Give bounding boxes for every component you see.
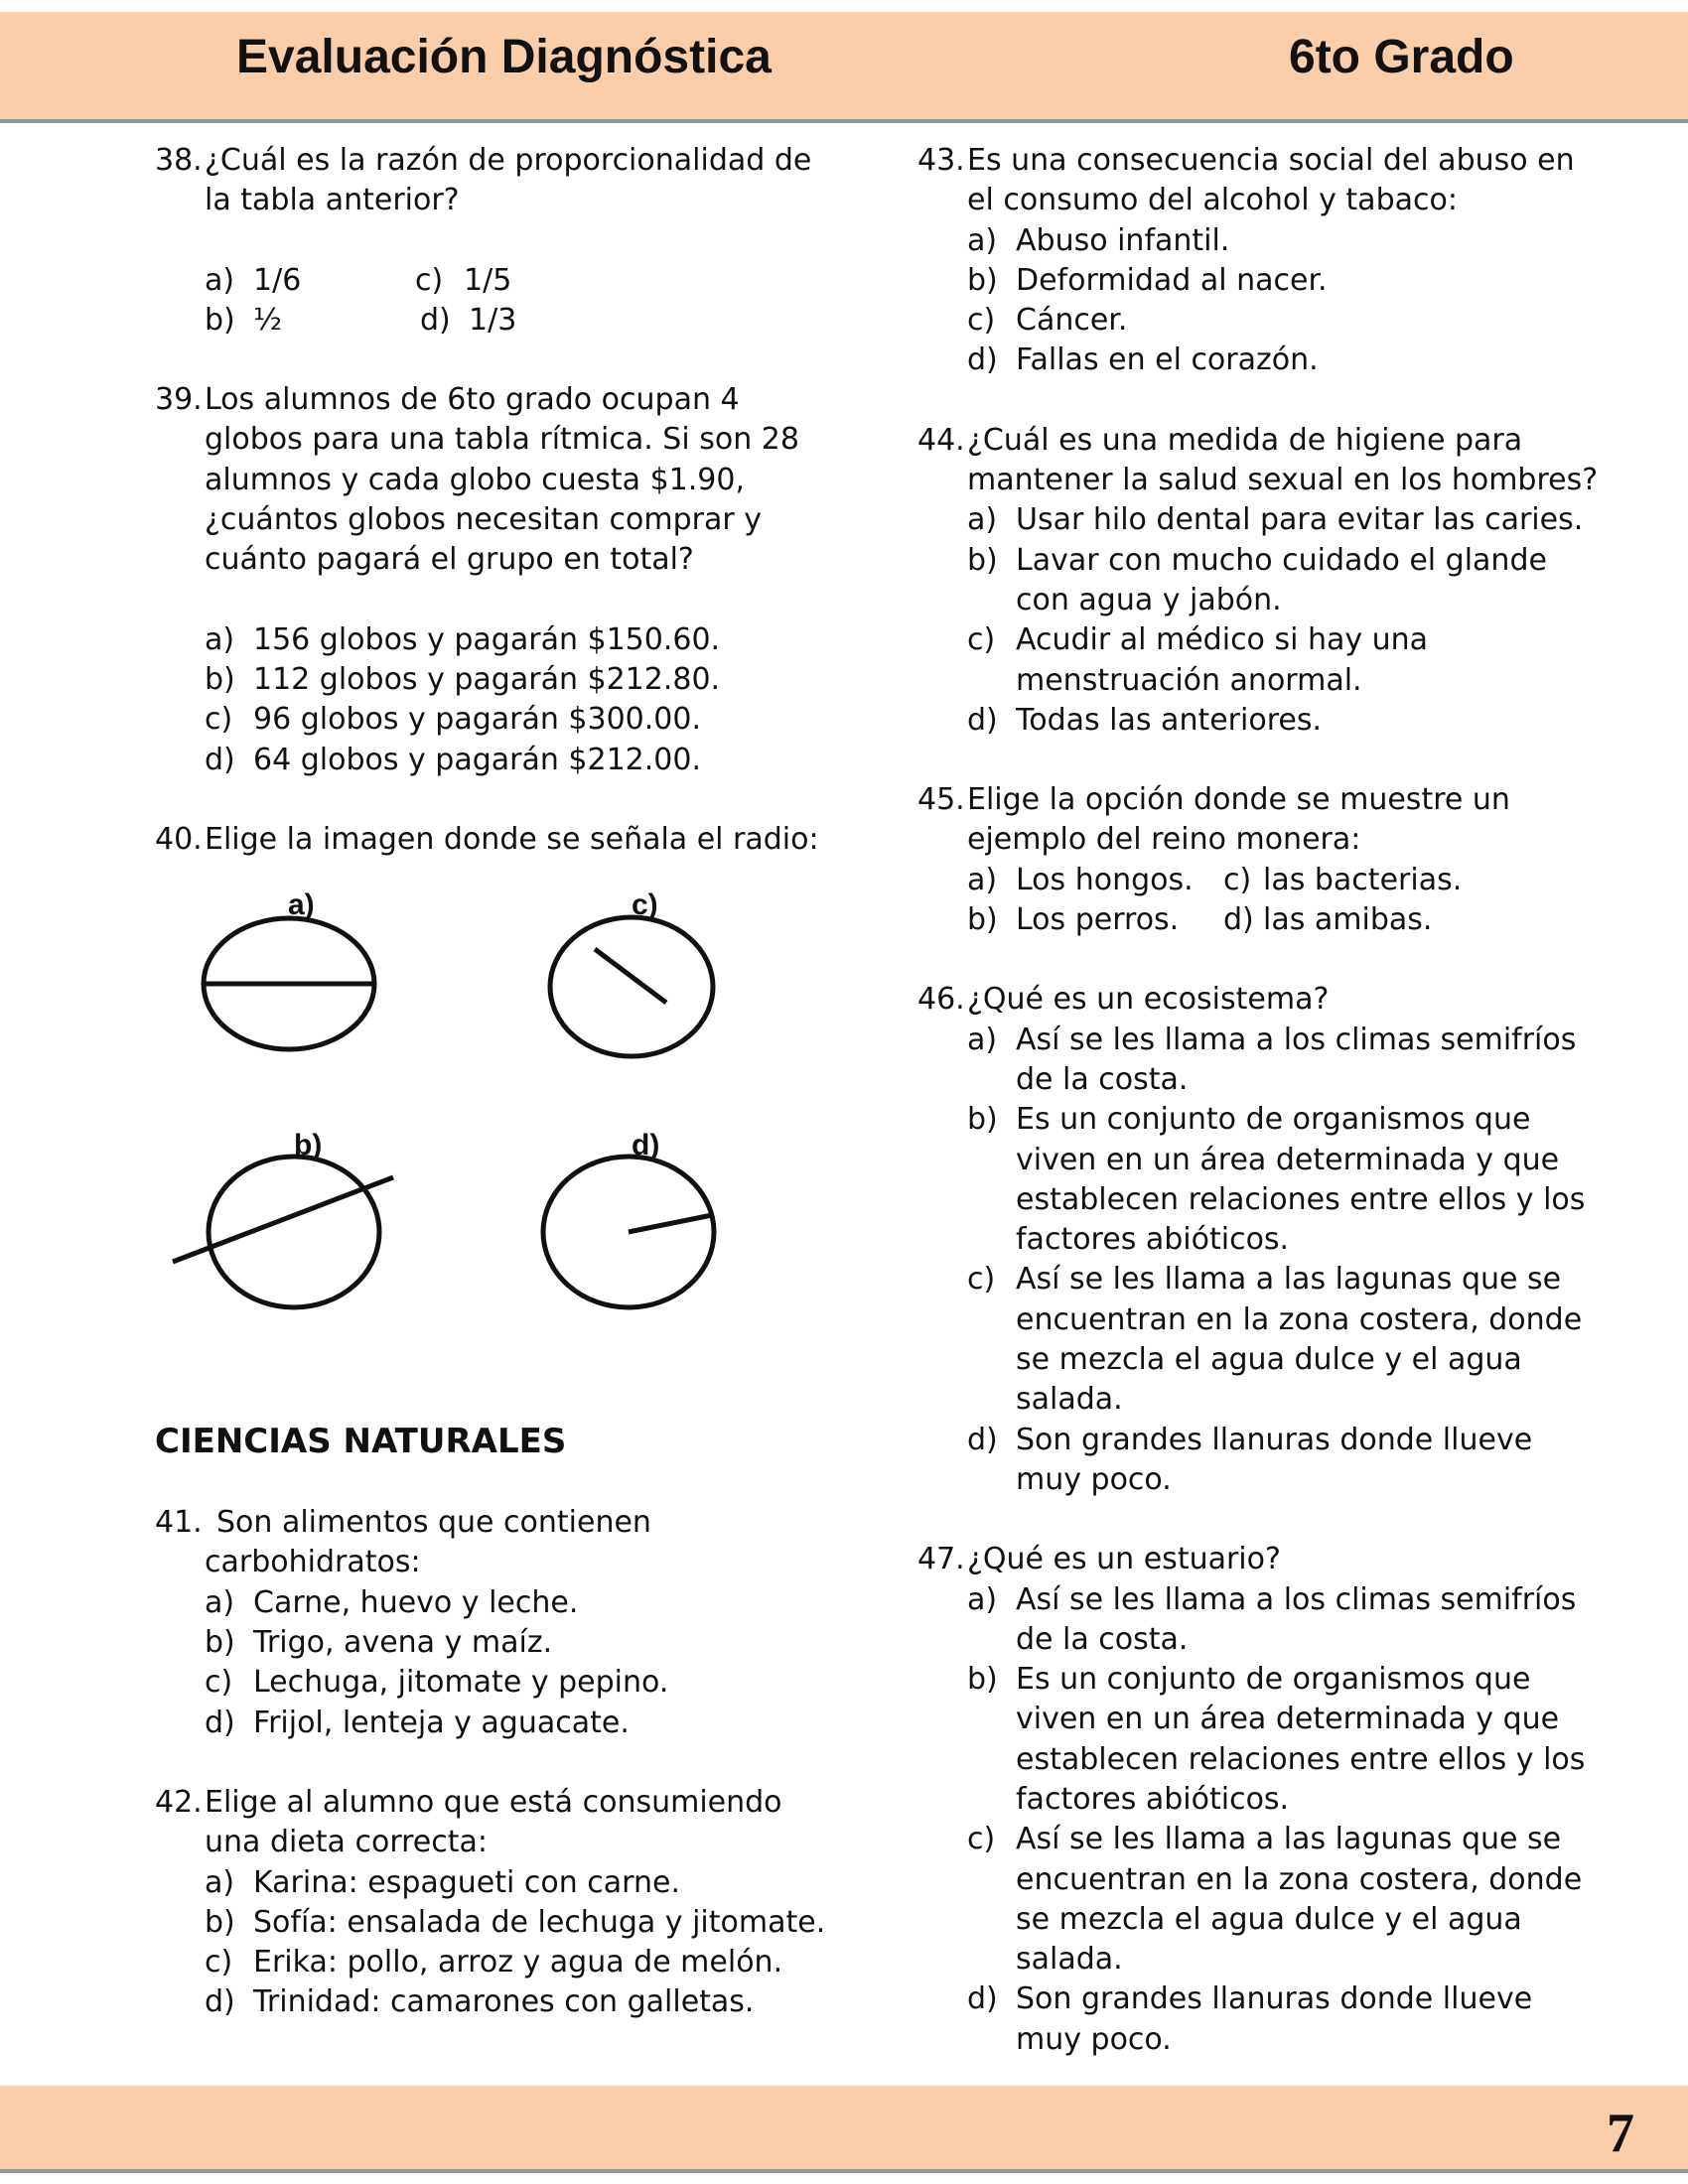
option-letter: c)	[205, 702, 233, 738]
question-45	[917, 780, 1613, 940]
stem-line: ¿Qué es un ecosistema?	[967, 982, 1330, 1018]
option-text: las amibas.	[1263, 902, 1433, 938]
question-stem	[155, 820, 850, 860]
option-d	[415, 301, 850, 341]
section-title: CIENCIAS NATURALES	[155, 1422, 567, 1462]
option-letter: d)	[1223, 902, 1254, 938]
stem-line: Elige la imagen donde se señala el radio:	[205, 821, 819, 857]
option-text: salada.	[1016, 1942, 1123, 1978]
question-stem	[155, 1783, 850, 1863]
option-text: 1/5	[464, 262, 512, 298]
option-text: de la costa.	[1016, 1621, 1189, 1657]
stem-line: Son alimentos que contienen	[216, 1505, 651, 1541]
question-stem	[917, 780, 1613, 861]
option-text: Es un conjunto de organismos que	[1016, 1662, 1531, 1698]
question-stem	[155, 380, 850, 580]
option-text: Abuso infantil.	[1016, 222, 1230, 258]
option-text: factores abióticos.	[1016, 1781, 1290, 1817]
circle-b	[209, 1157, 379, 1307]
question-number: 47.	[917, 1542, 965, 1577]
question-number: 39.	[155, 382, 203, 418]
option-text: Trigo, avena y maíz.	[253, 1625, 553, 1661]
option-text: Karina: espagueti con carne.	[253, 1864, 680, 1900]
option-text: ½	[253, 302, 283, 338]
option-a	[967, 861, 1223, 900]
question-40	[155, 820, 850, 1386]
option-letter: a)	[205, 621, 235, 657]
right-column	[917, 141, 1613, 2060]
figure-label-b: b)	[294, 1129, 323, 1162]
option-text: Lavar con mucho cuidado el glande	[1016, 542, 1547, 578]
option-text: Es un conjunto de organismos que	[1016, 1102, 1531, 1138]
option-b	[967, 261, 1613, 301]
option-a	[967, 221, 1613, 261]
option-c	[967, 620, 1613, 701]
option-text: encuentran en la zona costera, donde	[1016, 1861, 1583, 1897]
question-stem	[917, 980, 1613, 1020]
option-a	[205, 1583, 850, 1623]
option-letter: d)	[205, 1705, 235, 1740]
stem-line: Es una consecuencia social del abuso en	[967, 143, 1575, 178]
option-text: Frijol, lenteja y aguacate.	[253, 1705, 630, 1740]
stem-line: carbohidratos:	[205, 1545, 421, 1580]
option-text: 64 globos y pagarán $212.00.	[253, 742, 702, 777]
option-letter: a)	[967, 862, 998, 897]
option-letter: a)	[967, 1022, 998, 1057]
question-stem	[917, 141, 1613, 221]
option-text: Deformidad al nacer.	[1016, 262, 1328, 298]
question-stem	[155, 141, 850, 221]
question-stem	[917, 421, 1613, 501]
option-a	[205, 261, 415, 301]
option-d	[967, 1421, 1613, 1501]
option-letter: a)	[205, 1584, 235, 1620]
option-letter: c)	[967, 1822, 996, 1857]
option-c	[967, 301, 1613, 341]
option-letter: c)	[967, 1262, 996, 1297]
question-number: 44.	[917, 422, 965, 458]
option-b	[205, 1903, 850, 1943]
option-text: Cáncer.	[1016, 303, 1128, 339]
option-text: de la costa.	[1016, 1061, 1189, 1097]
option-d	[967, 341, 1613, 380]
option-text: 112 globos y pagarán $212.80.	[253, 661, 721, 697]
option-text: 96 globos y pagarán $300.00.	[253, 702, 702, 738]
question-44	[917, 421, 1613, 741]
option-c	[1223, 861, 1613, 900]
option-d	[205, 741, 850, 780]
stem-line: una dieta correcta:	[205, 1825, 488, 1860]
option-a	[205, 1863, 850, 1903]
option-letter: a)	[205, 1864, 235, 1900]
option-text: Trinidad: camarones con galletas.	[253, 1984, 755, 2020]
stem-line: Los alumnos de 6to grado ocupan 4	[205, 382, 740, 418]
stem-line: cuánto pagará el grupo en total?	[205, 542, 694, 578]
option-letter: d)	[967, 342, 998, 378]
option-text: Usar hilo dental para evitar las caries.	[1016, 502, 1584, 538]
question-stem	[155, 1503, 850, 1583]
question-39	[155, 380, 850, 780]
option-letter: d)	[967, 1981, 998, 2017]
figure-label-c: c)	[632, 888, 658, 922]
stem-line: la tabla anterior?	[205, 183, 460, 218]
option-a	[967, 1021, 1613, 1101]
option-text: Así se les llama a las lagunas que se	[1016, 1822, 1562, 1857]
option-b	[967, 1660, 1613, 1820]
option-letter: c)	[205, 1665, 233, 1701]
option-text: viven en un área determinada y que	[1016, 1142, 1560, 1177]
option-letter: c)	[415, 262, 444, 298]
option-text: muy poco.	[1016, 2021, 1172, 2057]
option-text: Erika: pollo, arroz y agua de melón.	[253, 1945, 783, 1980]
option-text: menstruación anormal.	[1016, 662, 1362, 698]
option-letter: d)	[420, 302, 451, 338]
option-text: Sofía: ensalada de lechuga y jitomate.	[253, 1904, 826, 1940]
question-number: 45.	[917, 782, 965, 818]
option-text: Los perros.	[1016, 902, 1180, 938]
option-text: Lechuga, jitomate y pepino.	[253, 1665, 669, 1701]
option-c	[415, 261, 850, 301]
option-letter: d)	[967, 702, 998, 738]
stem-line: Elige la opción donde se muestre un	[967, 782, 1510, 818]
option-text: Así se les llama a los climas semifríos	[1016, 1581, 1577, 1617]
page-number: 7	[1607, 2103, 1634, 2164]
option-letter: b)	[967, 542, 998, 578]
option-b	[205, 1623, 850, 1663]
option-a	[205, 620, 850, 660]
option-text: se mezcla el agua dulce y el agua	[1016, 1342, 1522, 1378]
option-letter: d)	[967, 1422, 998, 1457]
option-b	[205, 301, 415, 341]
option-b	[967, 541, 1613, 621]
option-text: establecen relaciones entre ellos y los	[1016, 1181, 1586, 1217]
option-text: las bacterias.	[1263, 862, 1463, 897]
option-text: establecen relaciones entre ellos y los	[1016, 1741, 1586, 1777]
chord-line-c	[595, 949, 666, 1003]
option-letter: b)	[205, 302, 235, 338]
option-c	[205, 1663, 850, 1703]
option-letter: d)	[205, 1984, 235, 2020]
option-letter: b)	[205, 661, 235, 697]
option-text: 156 globos y pagarán $150.60.	[253, 621, 721, 657]
option-text: se mezcla el agua dulce y el agua	[1016, 1901, 1522, 1937]
option-b	[967, 900, 1223, 940]
stem-line: el consumo del alcohol y tabaco:	[967, 183, 1458, 218]
question-number: 43.	[917, 143, 965, 178]
option-text: muy poco.	[1016, 1461, 1172, 1497]
question-stem	[917, 1540, 1613, 1579]
left-column	[155, 141, 850, 2023]
page-header	[0, 12, 1688, 123]
option-letter: b)	[205, 1625, 235, 1661]
option-d	[205, 1982, 850, 2022]
option-letter: b)	[967, 1102, 998, 1138]
option-b	[205, 660, 850, 700]
option-letter: a)	[967, 502, 998, 538]
radius-figure	[165, 860, 761, 1386]
option-text: Así se les llama a las lagunas que se	[1016, 1262, 1562, 1297]
stem-line: ejemplo del reino monera:	[967, 822, 1361, 858]
option-letter: a)	[205, 262, 235, 298]
option-text: Así se les llama a los climas semifríos	[1016, 1022, 1577, 1057]
option-text: encuentran en la zona costera, donde	[1016, 1301, 1583, 1337]
option-text: 1/6	[253, 262, 302, 298]
figure-label-d: d)	[632, 1129, 660, 1162]
question-46	[917, 980, 1613, 1500]
option-letter: c)	[205, 1945, 233, 1980]
figure-label-a: a)	[288, 888, 315, 922]
stem-line: ¿Qué es un estuario?	[967, 1542, 1281, 1577]
page-footer	[0, 2083, 1688, 2173]
stem-line: Elige al alumno que está consumiendo	[205, 1784, 782, 1820]
options-grid	[967, 861, 1613, 941]
option-d	[967, 1979, 1613, 2060]
secant-line-b	[173, 1177, 393, 1262]
radius-line-d	[629, 1215, 712, 1232]
question-number: 41.	[155, 1505, 203, 1541]
option-text: Acudir al médico si hay una	[1016, 622, 1429, 658]
header-grade: 6to Grado	[1289, 31, 1514, 83]
option-c	[205, 1943, 850, 1982]
option-letter: c)	[1223, 862, 1252, 897]
option-text: Son grandes llanuras donde llueve	[1016, 1422, 1533, 1457]
option-d	[1223, 900, 1613, 940]
option-text: Carne, huevo y leche.	[253, 1584, 579, 1620]
option-text: viven en un área determinada y que	[1016, 1702, 1560, 1737]
option-c	[205, 700, 850, 740]
question-number: 46.	[917, 982, 965, 1018]
question-43	[917, 141, 1613, 381]
question-38	[155, 141, 850, 341]
stem-line: ¿Cuál es la razón de proporcionalidad de	[205, 143, 812, 178]
option-letter: a)	[967, 1581, 998, 1617]
question-42	[155, 1783, 850, 2023]
stem-line: alumnos y cada globo cuesta $1.90,	[205, 462, 745, 497]
option-letter: c)	[967, 303, 996, 339]
option-text: Los hongos.	[1016, 862, 1194, 897]
option-text: Todas las anteriores.	[1016, 702, 1322, 738]
question-47	[917, 1540, 1613, 2060]
stem-line: globos para una tabla rítmica. Si son 28	[205, 422, 799, 458]
option-d	[205, 1704, 850, 1743]
option-text: salada.	[1016, 1382, 1123, 1418]
option-letter: c)	[967, 622, 996, 658]
option-a	[967, 500, 1613, 540]
option-letter: b)	[205, 1904, 235, 1940]
option-letter: b)	[967, 1662, 998, 1698]
options-grid	[205, 261, 850, 341]
question-41	[155, 1503, 850, 1743]
option-text: Son grandes llanuras donde llueve	[1016, 1981, 1533, 2017]
option-letter: b)	[967, 902, 998, 938]
option-letter: a)	[967, 222, 998, 258]
stem-line: ¿Cuál es una medida de higiene para	[967, 422, 1523, 458]
stem-line: mantener la salud sexual en los hombres?	[967, 463, 1599, 498]
option-text: factores abióticos.	[1016, 1222, 1290, 1258]
option-c	[967, 1260, 1613, 1420]
header-title: Evaluación Diagnóstica	[236, 31, 772, 83]
option-text: Fallas en el corazón.	[1016, 342, 1319, 378]
question-number: 38.	[155, 143, 203, 178]
option-b	[967, 1100, 1613, 1260]
option-letter: d)	[205, 742, 235, 777]
question-number: 40.	[155, 821, 203, 857]
option-text: 1/3	[469, 302, 517, 338]
option-d	[967, 701, 1613, 741]
stem-line: ¿cuántos globos necesitan comprar y	[205, 502, 762, 538]
option-text: con agua y jabón.	[1016, 582, 1282, 617]
option-letter: b)	[967, 262, 998, 298]
question-number: 42.	[155, 1784, 203, 1820]
option-a	[967, 1580, 1613, 1661]
option-c	[967, 1820, 1613, 1979]
circle-c	[550, 917, 713, 1056]
